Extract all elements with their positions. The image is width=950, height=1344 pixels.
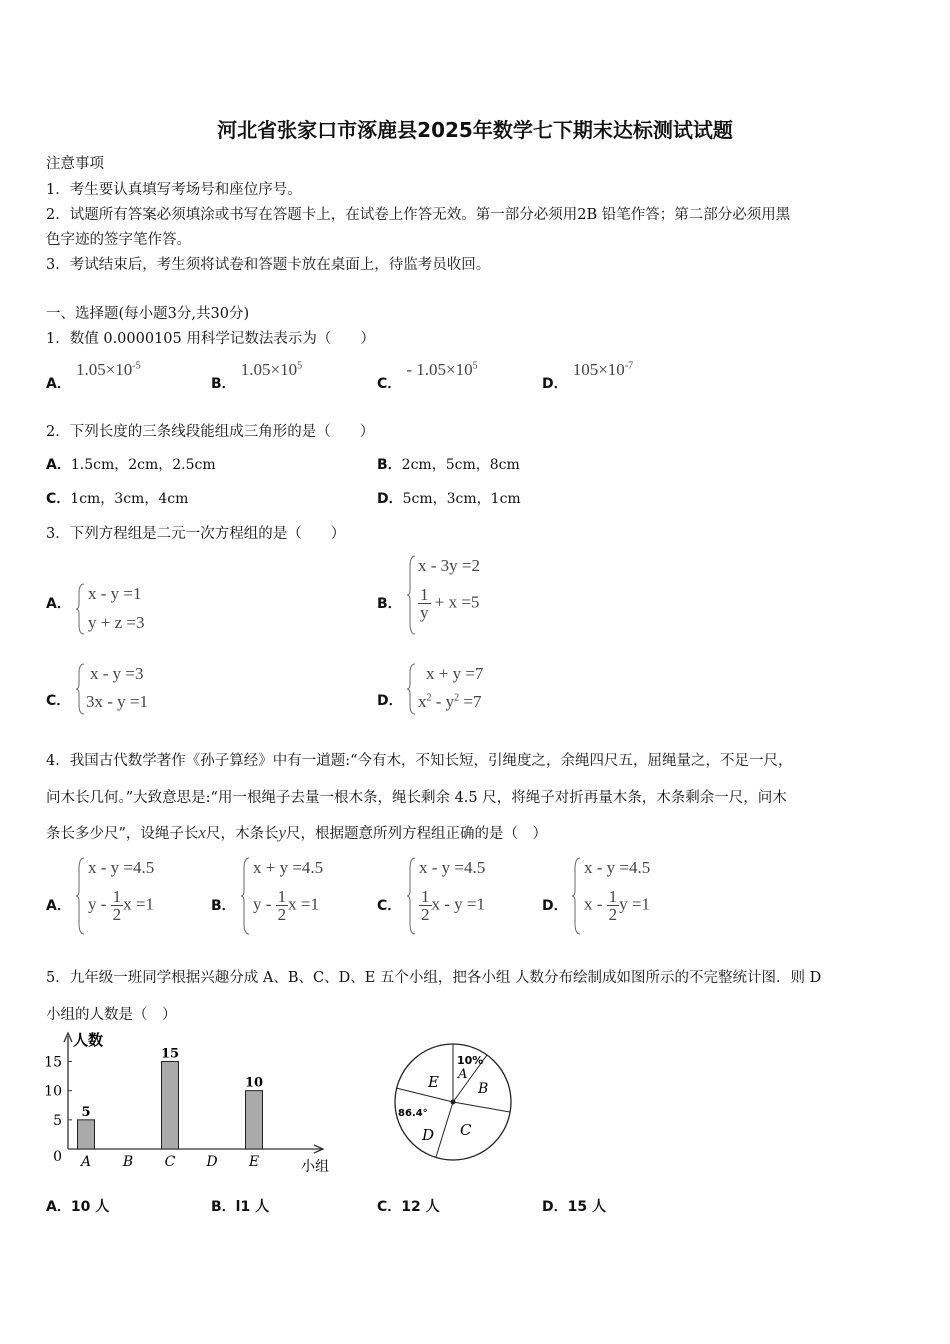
- pie-value-d: 86.4°: [398, 1108, 428, 1119]
- variable: y: [278, 823, 287, 842]
- option-label: C．: [46, 491, 71, 507]
- equation-line: [253, 888, 319, 923]
- equation-line: x + y =7: [426, 664, 484, 683]
- question-text: 下列方程组是二元一次方程组的是（ ）: [69, 526, 346, 542]
- question-text: 数值 0.0000105 用科学记数法表示为（ ）: [69, 331, 375, 347]
- option-text: 12 人: [401, 1199, 440, 1215]
- page-title: 河北省张家口市涿鹿县2025年数学七下期末达标测试试题: [217, 118, 733, 142]
- equation-rest: + x =5: [434, 592, 480, 612]
- bar-value-label: 15: [160, 1046, 180, 1062]
- question-2: [46, 420, 374, 441]
- system-brace: [407, 555, 417, 635]
- option-label: B．: [211, 1199, 236, 1215]
- option-label: C．: [377, 1199, 402, 1215]
- equation-line: [418, 586, 479, 621]
- term: x: [418, 692, 427, 711]
- x-tick-label: B: [122, 1154, 134, 1170]
- option-label: A．: [46, 1199, 71, 1215]
- text-segment: 尺，根据题意所列方程组正确的是（ ）: [286, 826, 548, 842]
- fraction-denominator: 2: [277, 905, 287, 924]
- option-label: D．: [542, 898, 568, 914]
- text-segment: 尺，木条长: [205, 826, 279, 842]
- y-tick-label: 10: [44, 1083, 62, 1100]
- option-text: 15 人: [567, 1199, 606, 1215]
- equation-line: 3x - y =1: [86, 692, 148, 711]
- question-text: [46, 822, 547, 843]
- question-3: [46, 522, 345, 543]
- q2-option-b: [377, 454, 520, 474]
- option-exponent: 5: [472, 360, 478, 372]
- system-brace: [241, 857, 251, 935]
- option-label: B．: [377, 596, 402, 612]
- fraction-denominator: 2: [608, 905, 618, 924]
- equation-line: x - y =4.5: [584, 858, 651, 877]
- pie-value-a: 10%: [457, 1054, 484, 1067]
- term: x =1: [288, 894, 320, 914]
- equation-line: x - y =4.5: [88, 858, 155, 877]
- bar-value-label: 10: [244, 1075, 264, 1091]
- option-label: C．: [377, 376, 402, 392]
- option-text: 10 人: [70, 1199, 110, 1215]
- notes-heading: 注意事项: [46, 156, 104, 172]
- option-text: 1cm，3cm，4cm: [70, 491, 189, 507]
- note-item: 1．考生要认真填写考场号和座位序号。: [46, 182, 302, 198]
- option-text: l1 人: [235, 1199, 270, 1215]
- question-text: 下列长度的三条线段能组成三角形的是（ ）: [69, 424, 375, 440]
- bar: [78, 1120, 95, 1149]
- equation-line: x - y =1: [88, 584, 142, 603]
- pie-label-a: A: [458, 1067, 468, 1082]
- note-item: 2．试题所有答案必须填涂或书写在答题卡上，在试卷上作答无效。第一部分必须用2B 铅笔作答；第二部分必须用黑: [46, 207, 791, 223]
- option-text: 5cm，3cm，1cm: [402, 491, 521, 507]
- option-label: A．: [46, 596, 71, 612]
- pie-label-e: E: [428, 1073, 439, 1091]
- term: - y: [431, 692, 455, 711]
- fraction-denominator: y: [420, 603, 429, 622]
- system-brace: [76, 857, 86, 935]
- option-label: D．: [377, 491, 403, 507]
- equation-line: [418, 692, 482, 712]
- section-heading: 一、选择题(每小题3分,共30分): [46, 306, 250, 322]
- option-label: B．: [211, 376, 236, 392]
- q1-option-a: [46, 360, 141, 392]
- system-brace: [407, 663, 417, 715]
- q5-option-d: [542, 1196, 606, 1216]
- fraction-numerator: 1: [421, 887, 430, 906]
- question-number: 1．: [46, 331, 70, 347]
- fraction-denominator: 2: [421, 905, 430, 924]
- x-tick-label: D: [206, 1154, 218, 1170]
- x-tick-label: A: [80, 1154, 92, 1170]
- x-tick-label: E: [248, 1154, 260, 1170]
- term: y -: [253, 894, 276, 914]
- question-text: 九年级一班同学根据兴趣分成 A、B、C、D、E 五个小组，把各小组 人数分布绘制成如图所示的不完整统计图．则 D: [69, 970, 822, 986]
- pie-center: [451, 1100, 456, 1105]
- q2-option-c: [46, 488, 188, 508]
- option-exponent: -7: [624, 360, 634, 372]
- option-label: B．: [211, 898, 236, 914]
- equation-line: [584, 888, 650, 923]
- option-exponent: 5: [297, 360, 303, 372]
- text-segment: 条长多少尺”，设绳子长: [46, 826, 199, 842]
- pie-label-c: C: [460, 1121, 472, 1139]
- exponent: 2: [454, 692, 460, 704]
- fraction-numerator: 1: [608, 887, 618, 906]
- pie-chart: [390, 1035, 520, 1165]
- system-brace: [572, 857, 582, 935]
- option-mantissa: 1.05×10: [75, 360, 133, 379]
- term: x - y =1: [431, 894, 485, 914]
- option-label: A．: [46, 457, 71, 473]
- fraction-numerator: 1: [112, 887, 122, 906]
- term: =7: [459, 692, 482, 711]
- option-mantissa: 105×10: [572, 360, 625, 379]
- equation-line: [88, 888, 154, 923]
- q1-option-b: [211, 360, 303, 392]
- fraction-numerator: 1: [420, 585, 429, 604]
- equation-line: [419, 888, 485, 923]
- bar-chart: [40, 1028, 330, 1178]
- option-text: 1.5cm，2cm，2.5cm: [70, 457, 216, 473]
- q5-option-b: [211, 1196, 269, 1216]
- x-tick-label: C: [164, 1154, 176, 1170]
- q1-option-d: [542, 360, 634, 392]
- pie-label-b: B: [478, 1081, 489, 1097]
- bar: [246, 1091, 263, 1149]
- fraction-denominator: 2: [112, 905, 122, 924]
- question-text: 问木长几何。”大致意思是:“用一根绳子去量一根木条，绳长剩余 4.5 尺，将绳子对折再量木条，木条剩余一尺，问木: [46, 790, 787, 806]
- option-mantissa: - 1.05×10: [406, 360, 473, 379]
- option-label: D．: [542, 376, 568, 392]
- system-brace: [407, 857, 417, 935]
- term: y -: [88, 894, 111, 914]
- equation-line: x - y =4.5: [419, 858, 486, 877]
- option-label: D．: [542, 1199, 568, 1215]
- q5-option-a: [46, 1196, 109, 1216]
- fraction-numerator: 1: [277, 887, 287, 906]
- question-number: 5．: [46, 970, 70, 986]
- equation-line: x + y =4.5: [253, 858, 324, 877]
- x-axis-label: 小组: [301, 1159, 329, 1175]
- exponent: 2: [426, 692, 432, 704]
- option-label: C．: [377, 898, 402, 914]
- y-tick-label: 5: [53, 1112, 62, 1129]
- variable: x: [198, 823, 206, 842]
- option-exponent: -5: [132, 360, 141, 372]
- term: x =1: [123, 894, 155, 914]
- option-label: D．: [377, 693, 403, 709]
- y-tick-label: 0: [53, 1149, 62, 1165]
- q2-option-d: [377, 488, 521, 508]
- system-brace: [76, 663, 86, 715]
- question-number: 2．: [46, 424, 70, 440]
- bar-value-label: 5: [81, 1104, 91, 1120]
- y-tick-label: 15: [44, 1054, 62, 1071]
- term: y =1: [619, 894, 651, 914]
- option-text: 2cm，5cm，8cm: [401, 457, 520, 473]
- bar: [162, 1062, 179, 1150]
- q2-option-a: [46, 454, 216, 474]
- option-mantissa: 1.05×10: [240, 360, 298, 379]
- pie-label-d: D: [422, 1126, 435, 1144]
- equation-line: x - y =3: [90, 664, 144, 683]
- question-number: 4．: [46, 753, 70, 769]
- option-label: A．: [46, 898, 71, 914]
- y-axis-label: 人数: [73, 1031, 104, 1049]
- option-label: C．: [46, 693, 71, 709]
- term: x -: [584, 894, 607, 914]
- question-1: [46, 327, 375, 348]
- note-item: 3．考试结束后，考生须将试卷和答题卡放在桌面上，待监考员收回。: [46, 257, 491, 273]
- option-label: A．: [46, 376, 71, 392]
- question-5: [46, 966, 821, 987]
- question-4: [46, 749, 793, 770]
- question-number: 3．: [46, 526, 70, 542]
- q1-option-c: [377, 360, 478, 392]
- question-text: 我国古代数学著作《孙子算经》中有一道题:“今有木，不知长短，引绳度之，余绳四尺五，屈绳量之，不足一尺，: [69, 753, 793, 769]
- option-label: B．: [377, 457, 402, 473]
- question-text: 小组的人数是（ ）: [46, 1007, 177, 1023]
- equation-line: x - 3y =2: [418, 556, 480, 575]
- q5-option-c: [377, 1196, 440, 1216]
- equation-line: y + z =3: [88, 613, 145, 632]
- system-brace: [76, 583, 86, 635]
- note-item: 色字迹的签字笔作答。: [46, 232, 191, 248]
